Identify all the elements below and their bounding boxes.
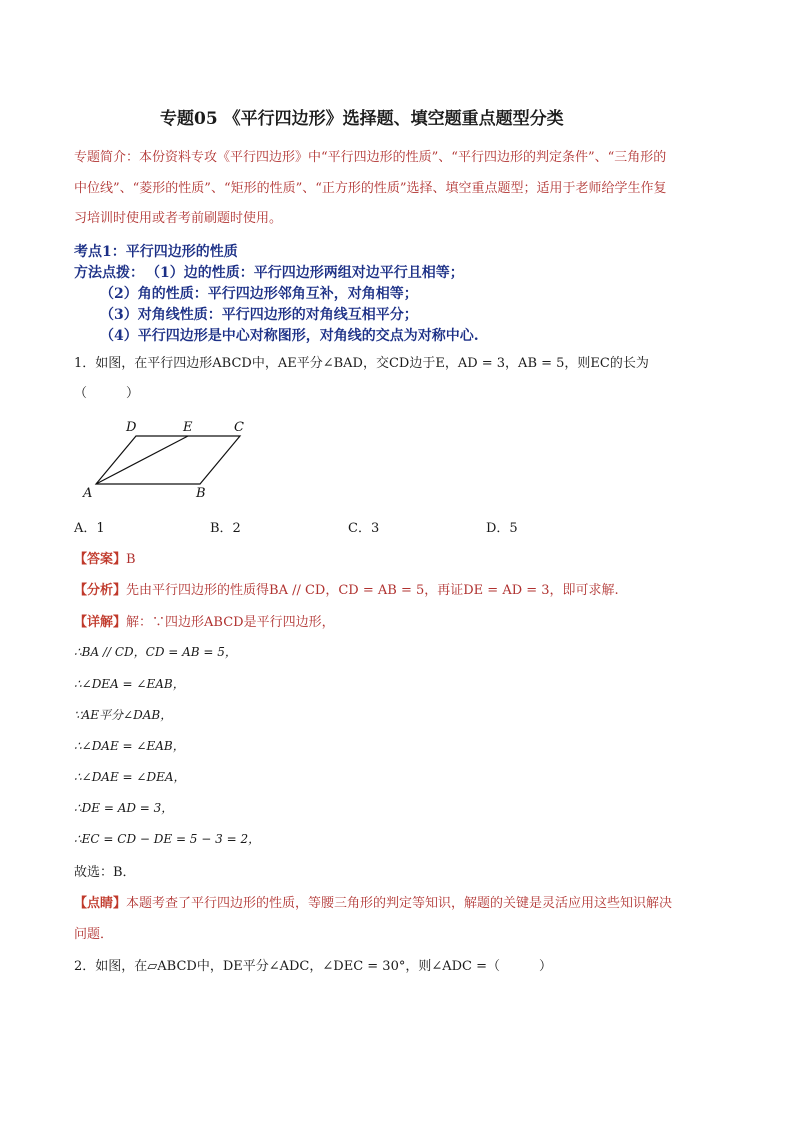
step-1: ∴BA // CD，CD = AB = 5， <box>74 645 237 659</box>
detail-intro: 解：∵四边形ABCD是平行四边形， <box>126 615 335 630</box>
comment-tag: 【点睛】 <box>74 896 127 911</box>
label-b: B <box>196 486 206 501</box>
answer-value: B <box>126 552 136 567</box>
comment-line-1: 本题考查了平行四边形的性质，等腰三角形的判定等知识，解题的关键是灵活应用这些知识解决 <box>126 896 673 911</box>
q1-option-d: D．5 <box>486 521 518 536</box>
step-5: ∴∠DAE = ∠DEA， <box>74 770 186 784</box>
detail-tag: 【详解】 <box>74 615 127 630</box>
label-d: D <box>126 420 137 435</box>
comment-line-2: 问题． <box>74 927 114 942</box>
q1-stem: 1．如图，在平行四边形ABCD中，AE平分∠BAD，交CD边于E，AD = 3，AB = 5，则EC的长为 <box>74 356 649 371</box>
q1-analysis <box>74 579 619 598</box>
q1-conclusion: 故选：B． <box>74 865 136 880</box>
q1-option-c: C．3 <box>348 521 380 536</box>
step-3: ∵AE平分∠DAB， <box>74 708 173 722</box>
q1-blank: （ ） <box>74 386 140 401</box>
method-point-2: （2）角的性质：平行四边形邻角互补，对角相等； <box>100 286 418 302</box>
method-point-1: （1）边的性质：平行四边形两组对边平行且相等； <box>146 265 464 281</box>
q1-answer <box>74 548 136 567</box>
step-2: ∴∠DEA = ∠EAB， <box>74 677 185 691</box>
label-a: A <box>83 486 93 501</box>
step-4: ∴∠DAE = ∠EAB， <box>74 739 185 753</box>
parallelogram-abcd <box>96 436 240 484</box>
intro-line-1: 专题简介：本份资料专攻《平行四边形》中“平行四边形的性质”、“平行四边形的判定条件”、“三角形的 <box>74 150 667 165</box>
step-6: ∴DE = AD = 3， <box>74 801 174 815</box>
q1-option-b: B．2 <box>210 521 241 536</box>
q1-detail <box>74 611 335 630</box>
q1-comment <box>74 892 672 911</box>
step-7: ∴EC = CD − DE = 5 − 3 = 2， <box>74 832 261 846</box>
segment-ae <box>96 436 188 484</box>
parallelogram-figure <box>80 415 260 505</box>
q1-option-a: A．1 <box>74 521 105 536</box>
intro-line-2: 中位线”、“菱形的性质”、“矩形的性质”、“正方形的性质”选择、填空重点题型；适用于老师给学生作复 <box>74 181 667 196</box>
section-heading: 考点1：平行四边形的性质 <box>74 244 238 260</box>
method-label: 方法点拨： <box>74 265 144 281</box>
label-e: E <box>183 420 193 435</box>
analysis-text: 先由平行四边形的性质得BA // CD，CD = AB = 5，再证DE = AD = 3，即可求解. <box>126 583 619 598</box>
intro-line-3: 习培训时使用或者考前刷题时使用。 <box>74 211 283 226</box>
answer-tag: 【答案】 <box>74 552 127 567</box>
method-point-4: （4）平行四边形是中心对称图形，对角线的交点为对称中心. <box>100 328 479 344</box>
label-c: C <box>234 420 244 435</box>
analysis-tag: 【分析】 <box>74 583 127 598</box>
page-title: 专题05 《平行四边形》选择题、填空题重点题型分类 <box>160 109 564 129</box>
method-point-3: （3）对角线性质：平行四边形的对角线互相平分； <box>100 307 418 323</box>
q2-stem: 2．如图，在▱ABCD中，DE平分∠ADC，∠DEC = 30°，则∠ADC =（ ） <box>74 959 553 974</box>
